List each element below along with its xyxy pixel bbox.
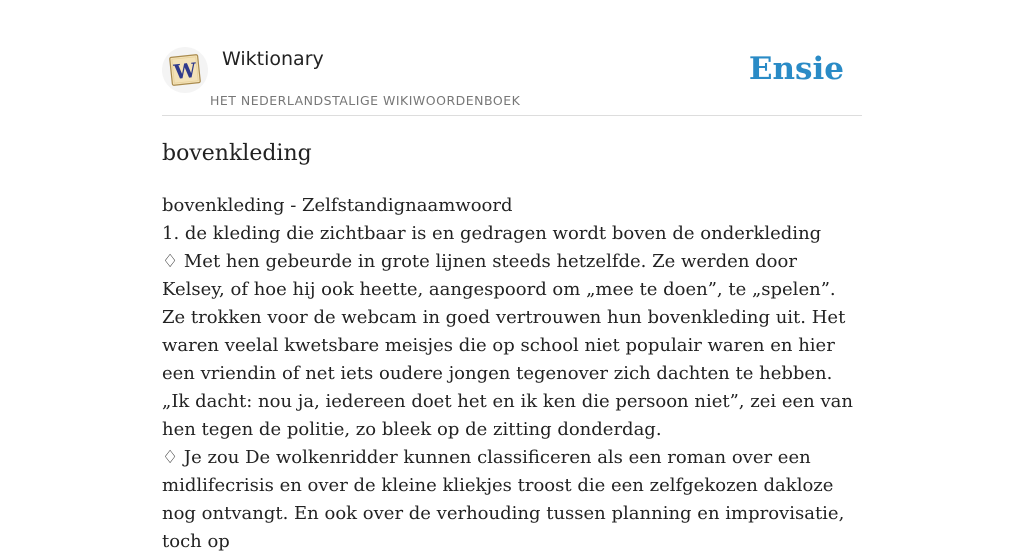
site-name[interactable]: Wiktionary <box>222 48 324 70</box>
wiktionary-logo-icon[interactable] <box>162 47 208 93</box>
entry-heading: bovenkleding - Zelfstandignaamwoord <box>162 195 513 216</box>
svg-text:W: W <box>172 57 198 85</box>
ensie-brand-link[interactable]: Ensie <box>748 51 844 87</box>
site-tagline: HET NEDERLANDSTALIGE WIKIWOORDENBOEK <box>210 93 521 108</box>
example-sentence: ♢ Met hen gebeurde in grote lijnen steeds hetzelfde. Ze werden door Kelsey, of hoe hij ook heette, aangespoord om „mee te doen”, te „spelen”. Ze trokken voor de webcam in goed vertrouwen hun bovenkleding uit. Het waren veelal kwetsbare meisjes die op school niet populair waren en hier een vriendin of net iets oudere jongen tegenover zich dachten te hebben. „Ik dacht: nou ja, iedereen doet het en ik ken die persoon niet”, zei een van hen tegen de politie, zo bleek op de zitting donderdag. <box>162 251 853 440</box>
site-header <box>162 44 862 116</box>
example-sentence: ♢ Je zou De wolkenridder kunnen classificeren als een roman over een midlifecrisis en over de kleine kliekjes troost die een zelfgekozen dakloze nog ontvangt. En ook over de verhouding tussen planning en improvisatie, toch op <box>162 447 845 552</box>
page-title: bovenkleding <box>162 141 312 166</box>
entry-content <box>162 192 862 556</box>
entry-definition: 1. de kleding die zichtbaar is en gedragen wordt boven de onderkleding <box>162 223 822 244</box>
